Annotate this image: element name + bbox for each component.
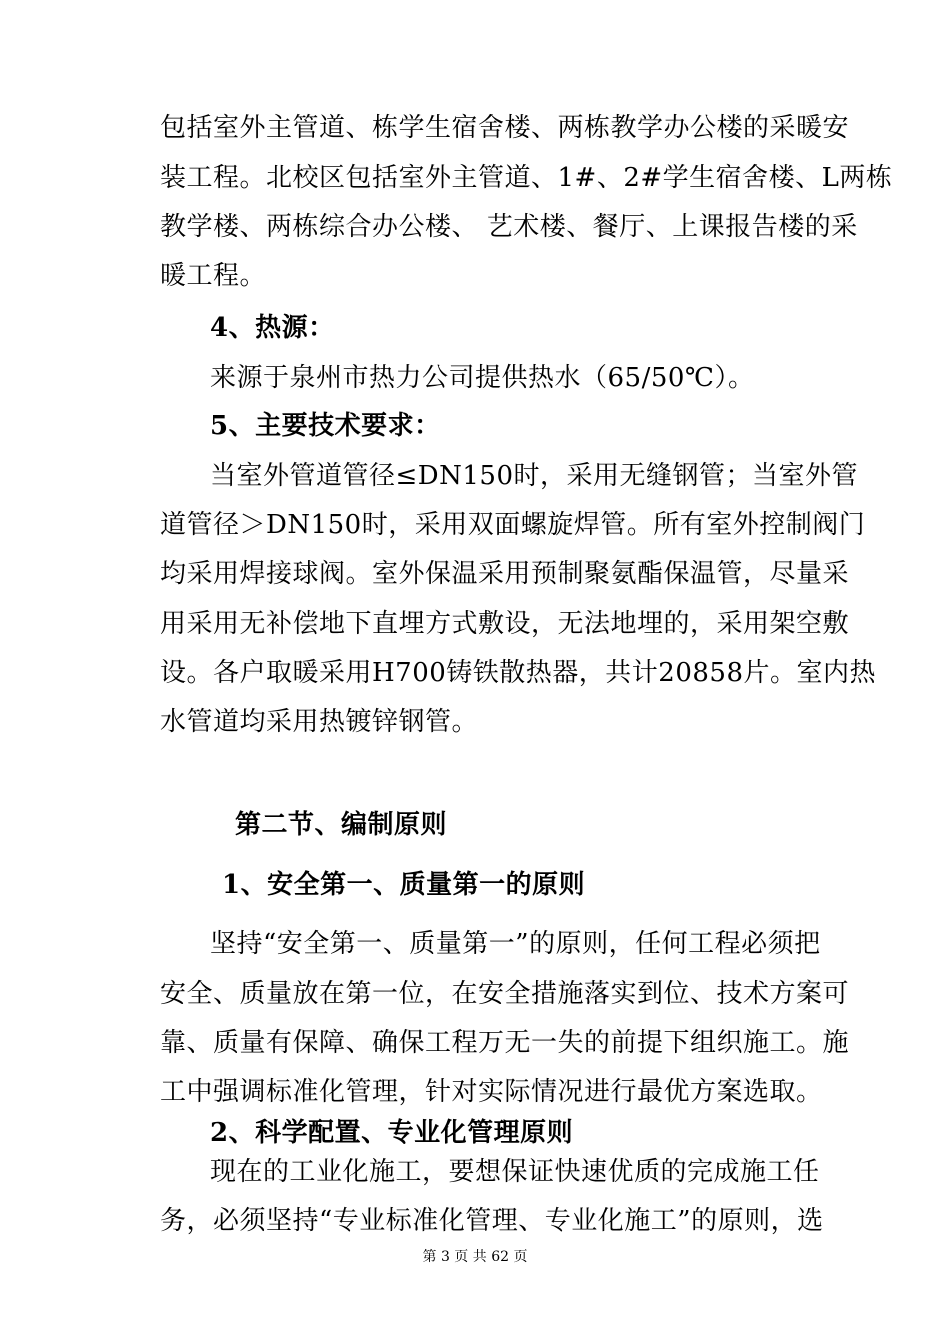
principle-1-heading: 1、安全第一、质量第一的原则 <box>222 870 586 900</box>
scope-line-1: 包括室外主管道、栋学生宿舍楼、两栋教学办公楼的采暖安 <box>160 113 850 143</box>
tech-line-2: 道管径＞DN150时，采用双面螺旋焊管。所有室外控制阀门 <box>160 510 866 540</box>
principle-1-line-1: 坚持“安全第一、质量第一”的原则，任何工程必须把 <box>210 929 821 959</box>
tech-line-1: 当室外管道管径≤DN150时，采用无缝钢管；当室外管 <box>210 461 859 491</box>
page-number-footer: 第 3 页 共 62 页 <box>422 1249 528 1265</box>
tech-line-4: 用采用无补偿地下直埋方式敷设，无法地埋的，采用架空敷 <box>160 609 850 639</box>
scope-line-2: 装工程。北校区包括室外主管道、1#、2#学生宿舍楼、L两栋 <box>160 163 893 193</box>
principle-2-line-2: 务，必须坚持“专业标准化管理、专业化施工”的原则，选 <box>160 1206 824 1236</box>
principle-2-heading: 2、科学配置、专业化管理原则 <box>210 1118 574 1148</box>
principle-1-line-2: 安全、质量放在第一位，在安全措施落实到位、技术方案可 <box>160 979 850 1009</box>
principle-2-line-1: 现在的工业化施工，要想保证快速优质的完成施工任 <box>210 1157 820 1187</box>
scope-line-3: 教学楼、两栋综合办公楼、 艺术楼、餐厅、上课报告楼的采 <box>160 212 858 242</box>
tech-requirements-heading: 5、主要技术要求： <box>210 411 441 441</box>
heat-source-text: 来源于泉州市热力公司提供热水（65/50℃）。 <box>210 363 755 393</box>
heat-source-heading: 4、热源： <box>210 313 335 343</box>
tech-line-5: 设。各户取暖采用H700铸铁散热器，共计20858片。室内热 <box>160 658 877 688</box>
scope-line-4: 暖工程。 <box>160 261 267 291</box>
tech-line-3: 均采用焊接球阀。室外保温采用预制聚氨酯保温管，尽量采 <box>160 559 850 589</box>
section-title: 第二节、编制原则 <box>235 810 448 840</box>
tech-line-6: 水管道均采用热镀锌钢管。 <box>160 707 479 737</box>
principle-1-line-3: 靠、质量有保障、确保工程万无一失的前提下组织施工。施 <box>160 1028 850 1058</box>
principle-1-line-4: 工中强调标准化管理，针对实际情况进行最优方案选取。 <box>160 1077 823 1107</box>
